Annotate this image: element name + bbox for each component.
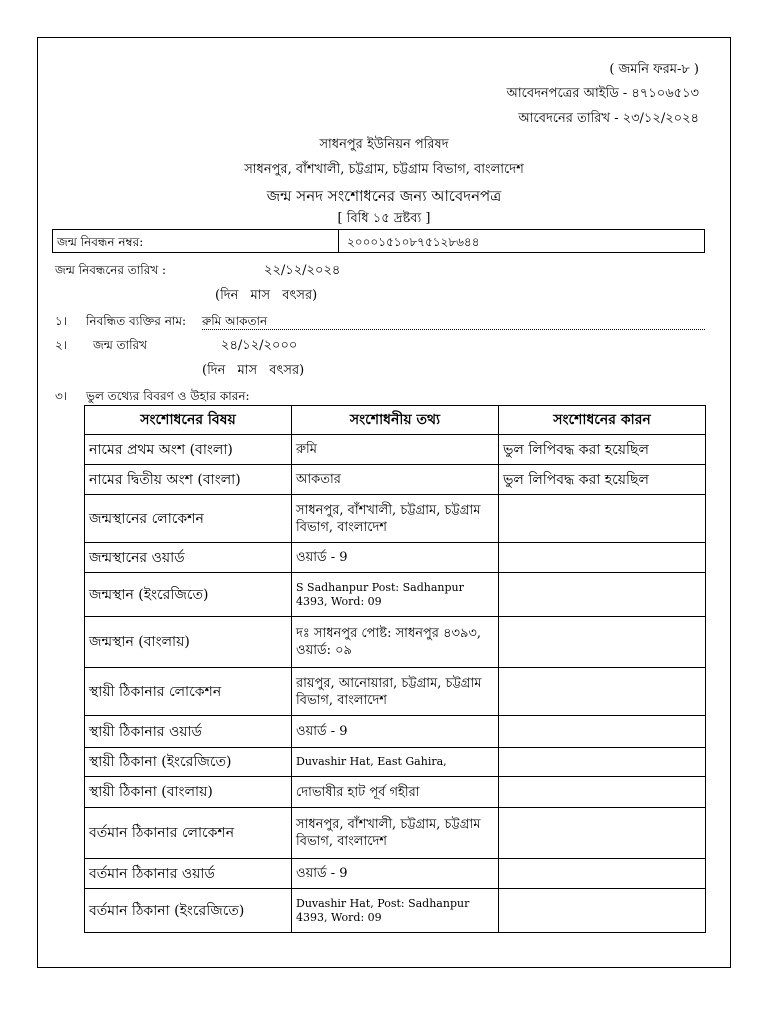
form-page xyxy=(37,37,731,968)
application-id: আবেদনপত্রের আইডি - ৪৭১০৬৫১৩ xyxy=(506,86,699,101)
header-reason: সংশোধনের কারন xyxy=(499,406,706,435)
application-date: আবেদনের তারিখ - ২৩/১২/২০২৪ xyxy=(518,111,699,126)
row-value: সাধনপুর, বাঁশখালী, চট্টগ্রাম, চট্টগ্রাম বিভাগ, বাংলাদেশ xyxy=(292,808,499,859)
row-subject: জন্মস্থান (বাংলায়) xyxy=(85,617,292,668)
row-subject: বর্তমান ঠিকানা (ইংরেজিতে) xyxy=(85,889,292,933)
header-value: সংশোধনীয় তথ্য xyxy=(292,406,499,435)
item-two-number: ২। xyxy=(55,338,68,352)
row-reason xyxy=(499,716,706,748)
table-row xyxy=(85,617,706,668)
row-value: ওয়ার্ড - 9 xyxy=(292,716,499,748)
row-value: রুমি xyxy=(292,435,499,465)
row-value: দঃ সাধনপুর পোষ্ট: সাধনপুর ৪৩৯৩, ওয়ার্ড: ০৯ xyxy=(292,617,499,668)
row-subject: বর্তমান ঠিকানার লোকেশন xyxy=(85,808,292,859)
table-row xyxy=(85,777,706,808)
table-row xyxy=(85,465,706,495)
row-value: ওয়ার্ড - 9 xyxy=(292,543,499,573)
row-value: আকতার xyxy=(292,465,499,495)
row-reason xyxy=(499,573,706,617)
table-row xyxy=(85,716,706,748)
item-one-label: নিবন্ধিত ব্যক্তির নাম: xyxy=(86,314,187,328)
row-reason xyxy=(499,617,706,668)
form-label: ( জমনি ফরম-৮ ) xyxy=(609,62,699,77)
row-value: রায়পুর, আনোয়ারা, চট্টগ্রাম, চট্টগ্রাম বিভাগ, বাংলাদেশ xyxy=(292,668,499,716)
item-two-value: ২৪/১২/২০০০ xyxy=(221,338,298,353)
row-value: দোভাষীর হাট পূর্ব গহীরা xyxy=(292,777,499,808)
row-subject: জন্মস্থানের ওয়ার্ড xyxy=(85,543,292,573)
row-subject: বর্তমান ঠিকানার ওয়ার্ড xyxy=(85,859,292,889)
row-subject: নামের দ্বিতীয় অংশ (বাংলা) xyxy=(85,465,292,495)
item-three-number: ৩। xyxy=(55,389,68,403)
item-one-number: ১। xyxy=(55,314,68,328)
registration-number-label: জন্ম নিবন্ধন নম্বর: xyxy=(53,230,339,252)
table-header-row xyxy=(85,406,706,435)
table-row xyxy=(85,495,706,543)
row-subject: নামের প্রথম অংশ (বাংলা) xyxy=(85,435,292,465)
row-reason xyxy=(499,543,706,573)
row-reason xyxy=(499,777,706,808)
item-one-value: রুমি আকতান xyxy=(202,313,705,330)
row-reason: ভুল লিপিবদ্ধ করা হয়েছিল xyxy=(499,435,706,465)
row-subject: স্থায়ী ঠিকানা (বাংলায়) xyxy=(85,777,292,808)
registration-number-box xyxy=(52,229,705,253)
table-row xyxy=(85,573,706,617)
registration-number-value: ২০০০১৫১০৮৭৫১২৮৬৪৪ xyxy=(347,235,480,249)
correction-table xyxy=(84,405,706,933)
row-reason xyxy=(499,748,706,777)
row-value: ওয়ার্ড - 9 xyxy=(292,859,499,889)
row-reason xyxy=(499,889,706,933)
union-name: সাধনপুর ইউনিয়ন পরিষদ xyxy=(319,137,449,152)
table-row xyxy=(85,435,706,465)
registration-date-hint: (দিন মাস বৎসর) xyxy=(215,288,318,303)
row-subject: স্থায়ী ঠিকানার লোকেশন xyxy=(85,668,292,716)
table-row xyxy=(85,889,706,933)
row-reason xyxy=(499,668,706,716)
table-row xyxy=(85,808,706,859)
row-subject: স্থায়ী ঠিকানার ওয়ার্ড xyxy=(85,716,292,748)
registration-date-value: ২২/১২/২০২৪ xyxy=(264,263,341,278)
header-subject: সংশোধনের বিষয় xyxy=(85,406,292,435)
row-reason xyxy=(499,808,706,859)
row-value: Duvashir Hat, East Gahira, xyxy=(292,748,499,777)
row-reason: ভুল লিপিবদ্ধ করা হয়েছিল xyxy=(499,465,706,495)
row-reason xyxy=(499,859,706,889)
item-three-label: ভুল তথ্যের বিবরণ ও উহার কারন: xyxy=(86,389,250,403)
registration-date-label: জন্ম নিবন্ধনের তারিখ : xyxy=(55,263,167,277)
table-row xyxy=(85,859,706,889)
row-value: S Sadhanpur Post: Sadhanpur 4393, Word: 09 xyxy=(292,573,499,617)
row-value: সাধনপুর, বাঁশখালী, চট্টগ্রাম, চট্টগ্রাম বিভাগ, বাংলাদেশ xyxy=(292,495,499,543)
union-address: সাধনপুর, বাঁশখালী, চট্টগ্রাম, চট্টগ্রাম বিভাগ, বাংলাদেশ xyxy=(244,162,524,177)
row-subject: স্থায়ী ঠিকানা (ইংরেজিতে) xyxy=(85,748,292,777)
table-row xyxy=(85,748,706,777)
rule-reference: [ বিধি ১৫ দ্রষ্টব্য ] xyxy=(337,211,431,226)
row-reason xyxy=(499,495,706,543)
item-two-label: জন্ম তারিখ xyxy=(93,338,148,352)
table-row xyxy=(85,668,706,716)
table-row xyxy=(85,543,706,573)
page-title: জন্ম সনদ সংশোধনের জন্য আবেদনপত্র xyxy=(266,187,502,205)
row-subject: জন্মস্থান (ইংরেজিতে) xyxy=(85,573,292,617)
row-subject: জন্মস্থানের লোকেশন xyxy=(85,495,292,543)
row-value: Duvashir Hat, Post: Sadhanpur 4393, Word: 09 xyxy=(292,889,499,933)
item-two-hint: (দিন মাস বৎসর) xyxy=(202,363,305,378)
